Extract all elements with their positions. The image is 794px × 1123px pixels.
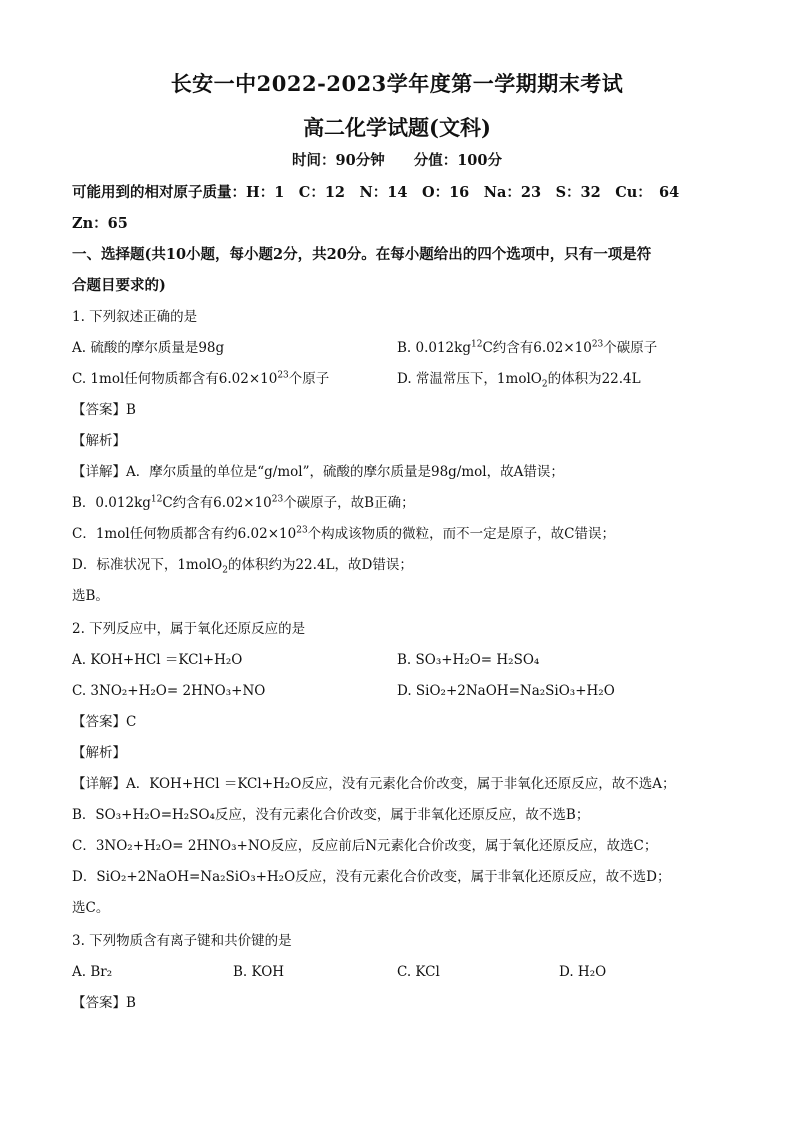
exam-title: 长安一中2022-2023学年度第一学期期末考试 [170, 71, 624, 96]
exam-subtitle: 高二化学试题(文科) [303, 115, 491, 140]
q1-answer: 【答案】B [72, 402, 136, 418]
q2-conclusion: 选C。 [72, 900, 110, 916]
q1-option-d: D. 常温常压下，1molO$_2$的体积为22.4L [397, 371, 641, 390]
q1-option-a: A. 硫酸的摩尔质量是98g [72, 340, 225, 356]
q2-option-a: A. KOH+HCl ＝KCl+H₂O [72, 652, 243, 668]
q3-answer: 【答案】B [72, 995, 136, 1011]
q2-detail-a: 【详解】A．KOH+HCl ＝KCl+H₂O反应，没有元素化合价改变，属于非氧化还原反应，故不选A； [72, 776, 676, 792]
q2-option-c: C. 3NO₂+H₂O= 2HNO₃+NO [72, 683, 266, 699]
q1-detail-c: C．1mol任何物质都含有约$6.02\times 10^{23}$个构成该物质的微粒，而不一定是原子，故C错误； [72, 525, 616, 542]
q1-detail-d: D．标准状况下，1molO$_2$的体积约为22.4L，故D错误； [72, 557, 413, 576]
q3-option-c: C. KCl [397, 964, 440, 980]
q1-option-b: B. $0.012kg^{12}C$约含有$6.02\times 10^{23}$个碳原子 [397, 339, 658, 356]
atomic-mass-line-1: 可能用到的相对原子质量：H：1 C：12 N：14 O：16 Na：23 S：32 Cu： 64 [72, 184, 680, 201]
q1-detail-b: B．$0.012kg^{12}C$约含有$6.02\times 10^{23}$个碳原子，故B正确； [72, 494, 415, 511]
q3-option-b: B. KOH [233, 964, 285, 980]
section-heading-line-1: 一、选择题(共10小题，每小题2分，共20分。在每小题给出的四个选项中，只有一项是符 [72, 246, 652, 263]
q1-detail-a: 【详解】A．摩尔质量的单位是“g/mol”，硫酸的摩尔质量是98g/mol，故A错误； [72, 464, 564, 480]
q2-detail-b: B．SO₃+H₂O=H₂SO₄反应，没有元素化合价改变，属于非氧化还原反应，故不选B； [72, 807, 590, 823]
q2-detail-c: C．3NO₂+H₂O= 2HNO₃+NO反应，反应前后N元素化合价改变，属于氧化还原反应，故选C； [72, 838, 658, 854]
q1-conclusion: 选B。 [72, 588, 109, 604]
q2-answer: 【答案】C [72, 714, 137, 730]
exam-meta: 时间：90分钟 分值：100分 [292, 152, 502, 169]
q3-option-d: D. H₂O [559, 964, 607, 980]
q1-stem: 1. 下列叙述正确的是 [72, 309, 198, 325]
q1-analysis-label: 【解析】 [72, 433, 126, 449]
q2-analysis-label: 【解析】 [72, 745, 126, 761]
q3-stem: 3. 下列物质含有离子键和共价键的是 [72, 933, 292, 949]
q1-option-c: C. 1mol任何物质都含有$6.02\times 10^{23}$个原子 [72, 370, 330, 387]
q3-option-a: A. Br₂ [72, 964, 113, 980]
q2-option-b: B. SO₃+H₂O= H₂SO₄ [397, 652, 540, 668]
q2-option-d: D. SiO₂+2NaOH=Na₂SiO₃+H₂O [397, 683, 615, 699]
q2-stem: 2. 下列反应中，属于氧化还原反应的是 [72, 621, 306, 637]
q2-detail-d: D．SiO₂+2NaOH=Na₂SiO₃+H₂O反应，没有元素化合价改变，属于非氧化还原反应，故不选D； [72, 869, 671, 885]
atomic-mass-line-2: Zn：65 [72, 215, 128, 232]
section-heading-line-2: 合题目要求的) [72, 277, 166, 294]
